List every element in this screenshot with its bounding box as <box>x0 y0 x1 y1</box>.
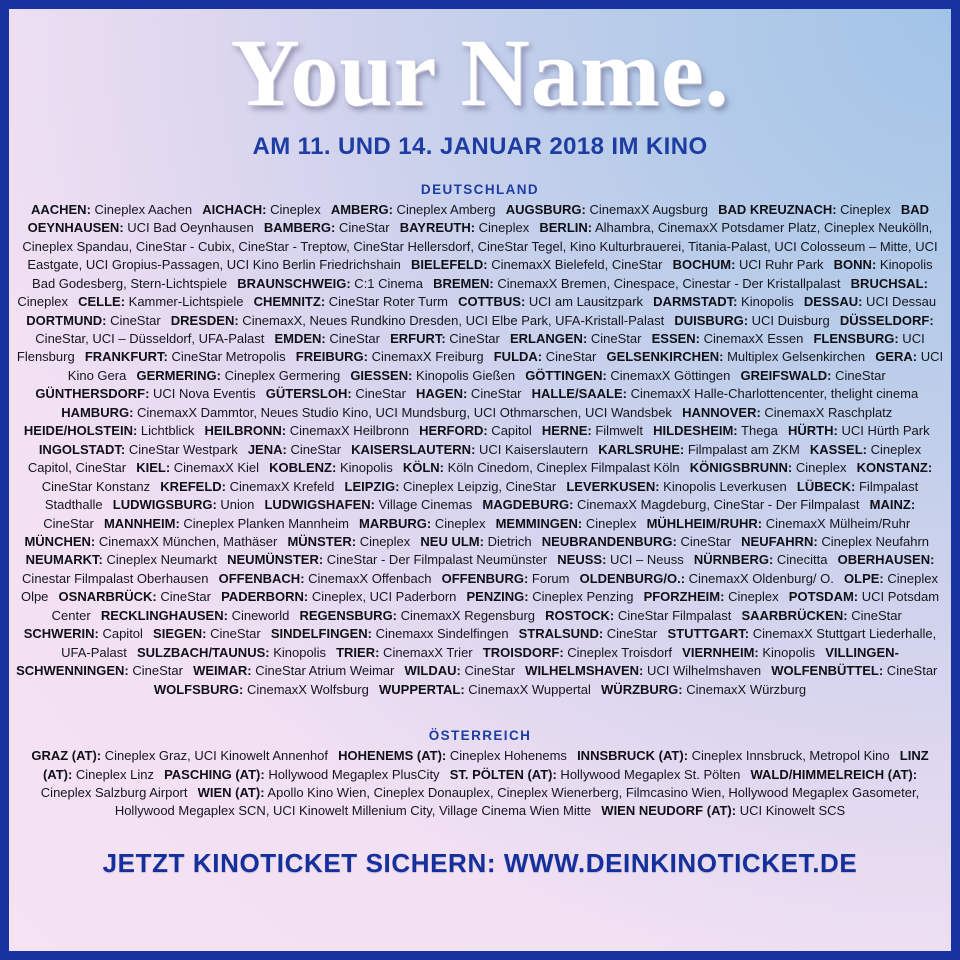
cinema-entry: AACHEN: Cineplex Aachen <box>30 201 193 217</box>
cinema-entry: BRAUNSCHWEIG: C:1 Cinema <box>237 275 423 291</box>
cinema-entry: HEIDE/HOLSTEIN: Lichtblick <box>23 423 195 439</box>
city-label: VIERNHEIM: <box>682 644 759 660</box>
cinema-entry: RECKLINGHAUSEN: Cineworld <box>100 607 290 623</box>
city-label: EMDEN: <box>274 331 326 346</box>
cinema-entry: INGOLSTADT: CineStar Westpark <box>38 441 238 457</box>
city-label: DÜSSELDORF: <box>839 312 934 328</box>
cinema-entry: LINZ (AT): Cineplex Linz <box>42 748 929 782</box>
city-label: DARMSTADT: <box>653 294 738 310</box>
city-label: LUDWIGSBURG: <box>112 497 217 513</box>
city-label: MÜNSTER: <box>287 533 357 549</box>
city-label: AMBERG: <box>330 201 393 217</box>
cinema-entry: NEUMARKT: Cineplex Neumarkt <box>25 552 217 568</box>
cinema-entry: GERA: UCI Kino Gera <box>67 349 944 383</box>
city-label: KIEL: <box>136 460 171 476</box>
cinema-entry: DRESDEN: CinemaxX, Neues Rundkino Dresden, UCI Elbe Park, UFA-Kristall-Palast <box>170 312 665 328</box>
city-label: SCHWERIN: <box>23 626 99 642</box>
city-label: SIEGEN: <box>153 626 207 642</box>
cinema-entry: MARBURG: Cineplex <box>359 515 486 531</box>
city-label: SAARBRÜCKEN: <box>741 607 848 623</box>
cinema-entry: INNSBRUCK (AT): Cineplex Innsbruck, Metropol Kino <box>577 748 890 764</box>
cinema-entry: SULZBACH/TAUNUS: Kinopolis <box>136 644 326 660</box>
cinema-entry: MEMMINGEN: Cineplex <box>495 515 637 531</box>
city-label: ST. PÖLTEN (AT): <box>449 766 557 782</box>
cinema-entry: KONSTANZ: CineStar Konstanz <box>41 460 933 494</box>
city-label: WOLFENBÜTTEL: <box>771 663 884 679</box>
cinema-entry: JENA: CineStar <box>247 441 342 457</box>
cinema-entry: ST. PÖLTEN (AT): Hollywood Megaplex St. Pölten <box>449 766 741 782</box>
city-label: GIESSEN: <box>350 367 413 383</box>
city-label: BOCHUM: <box>672 257 736 273</box>
city-label: GÜNTHERSDORF: <box>35 386 150 402</box>
city-label: NEU ULM: <box>420 533 484 549</box>
city-label: BERLIN: <box>539 220 593 236</box>
cinema-entry: KIEL: CinemaxX Kiel <box>136 460 260 476</box>
city-label: KOBLENZ: <box>269 460 337 476</box>
city-label: OFFENBURG: <box>441 570 529 586</box>
city-label: INGOLSTADT: <box>38 441 126 457</box>
cinema-entry: HEILBRONN: CinemaxX Heilbronn <box>204 423 409 439</box>
city-label: DUISBURG: <box>674 312 749 328</box>
city-label: HEILBRONN: <box>204 423 287 439</box>
city-label: HERFORD: <box>419 423 488 439</box>
city-label: KÖLN: <box>402 460 445 476</box>
cinema-entry: TROISDORF: Cineplex Troisdorf <box>482 644 673 660</box>
city-label: BAYREUTH: <box>399 220 476 236</box>
city-label: PENZING: <box>466 589 529 605</box>
city-label: GELSENKIRCHEN: <box>606 349 724 365</box>
city-label: AUGSBURG: <box>505 201 586 217</box>
cinema-entry: WIEN NEUDORF (AT): UCI Kinowelt SCS <box>601 803 846 819</box>
cinema-entry: NEUBRANDENBURG: CineStar <box>541 533 732 549</box>
cinema-entry: REGENSBURG: CinemaxX Regensburg <box>299 607 536 623</box>
city-label: CELLE: <box>78 294 126 310</box>
city-label: KAISERSLAUTERN: <box>351 441 476 457</box>
cinema-entry: OBERHAUSEN: Cinestar Filmpalast Oberhausen <box>22 552 935 586</box>
city-label: KARLSRUHE: <box>598 441 685 457</box>
cinema-entry: BERLIN: Alhambra, CinemaxX Potsdamer Platz, Cineplex Neukölln, Cineplex Spandau, CineStar - Cubix, CineStar - Treptow, CineStar Hellersdorf, CineStar Tegel, Kino Kulturbrauerei, Titania-Palast, UCI Colosseum – Mitte, UCI Eastgate, UCI Gropius-Passagen, UCI Kino Berlin Friedrichshain <box>22 220 938 273</box>
cinema-entry: SAARBRÜCKEN: CineStar <box>741 607 902 623</box>
cinema-entry: MAINZ: CineStar <box>43 497 916 531</box>
cinema-entry: HANNOVER: CinemaxX Raschplatz <box>682 404 893 420</box>
cinema-entry: BAD KREUZNACH: Cineplex <box>718 201 891 217</box>
city-label: WILDAU: <box>404 663 461 679</box>
cinema-entry: HOHENEMS (AT): Cineplex Hohenems <box>338 748 567 764</box>
city-label: PADERBORN: <box>221 589 309 605</box>
cinema-entry: TRIER: CinemaxX Trier <box>336 644 473 660</box>
city-label: WIEN (AT): <box>197 784 265 800</box>
city-label: MAGDEBURG: <box>482 497 574 513</box>
city-label: OLDENBURG/O.: <box>579 570 686 586</box>
cinema-entry: HERFORD: Capitol <box>419 423 532 439</box>
city-label: HOHENEMS (AT): <box>338 748 447 764</box>
cinema-entry: HAMBURG: CinemaxX Dammtor, Neues Studio Kino, UCI Mundsburg, UCI Othmarschen, UCI Wandsbek <box>61 404 672 420</box>
section-heading-oesterreich: ÖSTERREICH <box>428 728 532 744</box>
cinema-entry: MÜNCHEN: CinemaxX München, Mathäser <box>24 533 278 549</box>
city-label: RECKLINGHAUSEN: <box>100 607 228 623</box>
cinema-entry: MANNHEIM: Cineplex Planken Mannheim <box>103 515 349 531</box>
cinema-entry: WUPPERTAL: CinemaxX Wuppertal <box>378 681 591 697</box>
city-label: NEUBRANDENBURG: <box>541 533 677 549</box>
city-label: OLPE: <box>844 570 884 586</box>
cinema-entry: ERLANGEN: CineStar <box>510 331 642 346</box>
city-label: BREMEN: <box>433 275 494 291</box>
city-label: GÜTERSLOH: <box>265 386 352 402</box>
city-label: PFORZHEIM: <box>643 589 725 605</box>
cinema-entry: HAGEN: CineStar <box>416 386 522 402</box>
city-label: BIELEFELD: <box>411 257 488 273</box>
cinema-entry: SCHWERIN: Capitol <box>23 626 143 642</box>
cinema-entry: GREIFSWALD: CineStar <box>740 367 886 383</box>
city-label: GÖTTINGEN: <box>525 367 607 383</box>
city-label: LEIPZIG: <box>344 478 400 494</box>
city-label: BAMBERG: <box>263 220 336 236</box>
cinema-entry: PFORZHEIM: Cineplex <box>643 589 779 605</box>
cinema-entry: KÖLN: Köln Cinedom, Cineplex Filmpalast Köln <box>402 460 680 476</box>
ticket-website-banner: JETZT KINOTICKET SICHERN: WWW.DEINKINOTICKET.DE <box>102 847 858 878</box>
city-label: REGENSBURG: <box>299 607 398 623</box>
city-label: VILLINGEN-SCHWENNINGEN: <box>16 644 899 679</box>
cinema-entry: PASCHING (AT): Hollywood Megaplex PlusCity <box>164 766 440 782</box>
city-label: STRALSUND: <box>518 626 604 642</box>
city-label: WÜRZBURG: <box>601 681 683 697</box>
cinema-entry: NEU ULM: Dietrich <box>420 533 532 549</box>
cinema-entry: STUTTGART: CinemaxX Stuttgart Liederhalle, UFA-Palast <box>61 626 937 660</box>
city-label: HALLE/SAALE: <box>531 386 627 402</box>
cinema-entry: MAGDEBURG: CinemaxX Magdeburg, CineStar - Der Filmpalast <box>482 497 860 513</box>
cinema-entry: NÜRNBERG: Cinecitta <box>693 552 828 568</box>
city-label: FREIBURG: <box>295 349 368 365</box>
city-label: BAD KREUZNACH: <box>718 201 837 217</box>
city-label: LÜBECK: <box>796 478 856 494</box>
city-label: WALD/HIMMELREICH (AT): <box>750 766 918 782</box>
city-label: WEIMAR: <box>193 663 252 679</box>
cinema-entry: CELLE: Kammer-Lichtspiele <box>78 294 244 310</box>
cinema-entry: GRAZ (AT): Cineplex Graz, UCI Kinowelt Annenhof <box>31 748 329 764</box>
cinema-entry: GÜNTHERSDORF: UCI Nova Eventis <box>35 386 256 402</box>
cinema-entry: GIESSEN: Kinopolis Gießen <box>350 367 516 383</box>
city-label: ERFURT: <box>390 331 446 346</box>
city-label: BRUCHSAL: <box>850 275 928 291</box>
movie-title: Your Name. <box>230 19 730 126</box>
cinema-entry: OFFENBACH: CinemaxX Offenbach <box>218 570 432 586</box>
city-label: HAMBURG: <box>61 404 134 420</box>
cinema-entry: SIEGEN: CineStar <box>153 626 261 642</box>
cinema-entry: NEUMÜNSTER: CineStar - Der Filmpalast Neumünster <box>227 552 548 568</box>
city-label: LUDWIGSHAFEN: <box>264 497 375 513</box>
cinema-entry: BAYREUTH: Cineplex <box>399 220 530 236</box>
cinema-entry: KOBLENZ: Kinopolis <box>269 460 393 476</box>
city-label: CHEMNITZ: <box>253 294 326 310</box>
cinema-entry: FLENSBURG: UCI Flensburg <box>16 331 925 365</box>
cinema-entry: ROSTOCK: CineStar Filmpalast <box>545 607 732 623</box>
city-label: NEUMARKT: <box>25 552 103 568</box>
city-label: HÜRTH: <box>788 423 838 439</box>
cinema-entry: LÜBECK: Filmpalast Stadthalle <box>44 478 919 513</box>
cinema-entry: PADERBORN: Cineplex, UCI Paderborn <box>221 589 457 605</box>
city-label: FULDA: <box>493 349 543 365</box>
cinema-entry: EMDEN: CineStar <box>274 331 380 346</box>
city-label: ESSEN: <box>651 331 701 346</box>
city-label: TROISDORF: <box>482 644 564 660</box>
city-label: HAGEN: <box>416 386 468 402</box>
city-label: FLENSBURG: <box>813 331 899 346</box>
city-label: KÖNIGSBRUNN: <box>689 460 793 476</box>
cinema-entry: BOCHUM: UCI Ruhr Park <box>672 257 824 273</box>
city-label: NÜRNBERG: <box>693 552 774 568</box>
city-label: OBERHAUSEN: <box>837 552 935 568</box>
city-label: GRAZ (AT): <box>31 748 102 764</box>
cinema-entry: HILDESHEIM: Thega <box>653 423 778 439</box>
cinema-entry: VILLINGEN-SCHWENNINGEN: CineStar <box>16 644 899 679</box>
city-label: COTTBUS: <box>458 294 526 310</box>
city-label: POTSDAM: <box>788 589 859 605</box>
city-label: OFFENBACH: <box>218 570 305 586</box>
cinema-entry: WEIMAR: CineStar Atrium Weimar <box>193 663 395 679</box>
city-label: SINDELFINGEN: <box>270 626 372 642</box>
cinema-entry: BREMEN: CinemaxX Bremen, Cinespace, Cinestar - Der Kristallpalast <box>433 275 841 291</box>
cinema-entry: OLPE: Cineplex Olpe <box>20 570 938 605</box>
cinema-entry: CHEMNITZ: CineStar Roter Turm <box>253 294 448 310</box>
city-label: WIEN NEUDORF (AT): <box>601 803 737 819</box>
cinema-entry: AMBERG: Cineplex Amberg <box>330 201 496 217</box>
city-label: NEUSS: <box>557 552 607 568</box>
cinema-entry: KASSEL: Cineplex Capitol, CineStar <box>27 441 922 476</box>
cinema-entry: SINDELFINGEN: Cinemaxx Sindelfingen <box>270 626 509 642</box>
city-label: WUPPERTAL: <box>378 681 465 697</box>
cinema-entry: DORTMUND: CineStar <box>26 312 161 328</box>
cinema-entry: WALD/HIMMELREICH (AT): Cineplex Salzburg Airport <box>40 766 918 800</box>
cinema-entry: NEUSS: UCI – Neuss <box>557 552 684 568</box>
cinema-entry: WILDAU: CineStar <box>404 663 516 679</box>
city-label: HILDESHEIM: <box>653 423 738 439</box>
cinema-entry: WOLFSBURG: CinemaxX Wolfsburg <box>153 681 369 697</box>
city-label: KONSTANZ: <box>856 460 933 476</box>
city-label: SULZBACH/TAUNUS: <box>136 644 270 660</box>
cinema-entry: POTSDAM: UCI Potsdam Center <box>51 589 940 623</box>
city-label: FRANKFURT: <box>84 349 168 365</box>
cinema-listings-deutschland <box>16 201 944 699</box>
cinema-entry: PENZING: Cineplex Penzing <box>466 589 634 605</box>
cinema-entry: KÖNIGSBRUNN: Cineplex <box>689 460 847 476</box>
city-label: INNSBRUCK (AT): <box>577 748 689 764</box>
city-label: ROSTOCK: <box>545 607 615 623</box>
cinema-entry: BRUCHSAL: Cineplex <box>17 275 928 310</box>
city-label: BRAUNSCHWEIG: <box>237 275 351 291</box>
city-label: MÜHLHEIM/RUHR: <box>646 515 763 531</box>
city-label: NEUMÜNSTER: <box>227 552 324 568</box>
city-label: DRESDEN: <box>170 312 239 328</box>
city-label: AICHACH: <box>202 201 267 217</box>
cinema-entry: COTTBUS: UCI am Lausitzpark <box>458 294 644 310</box>
cinema-entry: LUDWIGSBURG: Union <box>112 497 255 513</box>
cinema-entry: MÜHLHEIM/RUHR: CinemaxX Mülheim/Ruhr <box>646 515 911 531</box>
cinema-entry: GÜTERSLOH: CineStar <box>265 386 406 402</box>
city-label: MAINZ: <box>869 497 916 513</box>
cinema-entry: OSNARBRÜCK: CineStar <box>58 589 211 605</box>
cinema-entry: OLDENBURG/O.: CinemaxX Oldenburg/ O. <box>579 570 834 586</box>
city-label: WOLFSBURG: <box>153 681 244 697</box>
cinema-entry: KREFELD: CinemaxX Krefeld <box>160 478 335 494</box>
city-label: GERMERING: <box>136 367 221 383</box>
city-label: KASSEL: <box>809 441 867 457</box>
city-label: TRIER: <box>336 644 380 660</box>
cinema-entry: AUGSBURG: CinemaxX Augsburg <box>505 201 708 217</box>
cinema-entry: VIERNHEIM: Kinopolis <box>682 644 816 660</box>
cinema-entry: HERNE: Filmwelt <box>541 423 644 439</box>
city-label: OSNARBRÜCK: <box>58 589 157 605</box>
city-label: MEMMINGEN: <box>495 515 583 531</box>
city-label: PASCHING (AT): <box>164 766 265 782</box>
cinema-entry: LEIPZIG: Cineplex Leipzig, CineStar <box>344 478 557 494</box>
cinema-entry: ERFURT: CineStar <box>390 331 500 346</box>
cinema-entry: BAMBERG: CineStar <box>263 220 390 236</box>
cinema-entry: MÜNSTER: Cineplex <box>287 533 411 549</box>
city-label: STUTTGART: <box>667 626 750 642</box>
cinema-entry: BIELEFELD: CinemaxX Bielefeld, CineStar <box>411 257 663 273</box>
cinema-entry: WILHELMSHAVEN: UCI Wilhelmshaven <box>525 663 762 679</box>
cinema-entry: ESSEN: CinemaxX Essen <box>651 331 804 346</box>
city-label: DORTMUND: <box>26 312 107 328</box>
city-label: HEIDE/HOLSTEIN: <box>23 423 138 439</box>
cinema-entry: LEVERKUSEN: Kinopolis Leverkusen <box>566 478 787 494</box>
city-label: JENA: <box>247 441 287 457</box>
cinema-entry: GERMERING: Cineplex Germering <box>136 367 341 383</box>
cinema-entry: BONN: Kinopolis Bad Godesberg, Stern-Lichtspiele <box>32 257 933 291</box>
cinema-entry: FRANKFURT: CineStar Metropolis <box>84 349 286 365</box>
cinema-entry: KAISERSLAUTERN: UCI Kaiserslautern <box>351 441 589 457</box>
cinema-entry: GELSENKIRCHEN: Multiplex Gelsenkirchen <box>606 349 866 365</box>
city-label: ERLANGEN: <box>510 331 588 346</box>
cinema-entry: STRALSUND: CineStar <box>518 626 658 642</box>
cinema-entry: NEUFAHRN: Cineplex Neufahrn <box>741 533 930 549</box>
city-label: LINZ (AT): <box>42 748 929 782</box>
city-label: MANNHEIM: <box>103 515 180 531</box>
cinema-listings-oesterreich <box>16 747 944 821</box>
city-label: AACHEN: <box>30 201 91 217</box>
city-label: WILHELMSHAVEN: <box>525 663 644 679</box>
cinema-entry: DESSAU: UCI Dessau <box>803 294 937 310</box>
cinema-entry: KARLSRUHE: Filmpalast am ZKM <box>598 441 800 457</box>
cinema-entry: HÜRTH: UCI Hürth Park <box>788 423 930 439</box>
cinema-entry: BAD OEYNHAUSEN: UCI Bad Oeynhausen <box>27 201 930 236</box>
cinema-entry: DARMSTADT: Kinopolis <box>653 294 794 310</box>
cinema-entry: DUISBURG: UCI Duisburg <box>674 312 830 328</box>
city-label: BONN: <box>833 257 877 273</box>
city-label: MÜNCHEN: <box>24 533 96 549</box>
cinema-entry: HALLE/SAALE: CinemaxX Halle-Charlottencenter, thelight cinema <box>531 386 919 402</box>
city-label: BAD OEYNHAUSEN: <box>27 201 930 236</box>
city-label: HERNE: <box>541 423 592 439</box>
cinema-entry: AICHACH: Cineplex <box>202 201 321 217</box>
city-label: DESSAU: <box>803 294 863 310</box>
cinema-entry: DÜSSELDORF: CineStar, UCI – Düsseldorf, UFA-Palast <box>35 312 934 346</box>
city-label: GREIFSWALD: <box>740 367 832 383</box>
cinema-entry: WÜRZBURG: CinemaxX Würzburg <box>601 681 807 697</box>
city-label: KREFELD: <box>160 478 227 494</box>
cinema-entry: OFFENBURG: Forum <box>441 570 570 586</box>
release-date-subtitle: AM 11. UND 14. JANUAR 2018 IM KINO <box>252 132 708 160</box>
city-label: NEUFAHRN: <box>741 533 818 549</box>
cinema-entry: GÖTTINGEN: CinemaxX Göttingen <box>525 367 731 383</box>
cinema-entry: LUDWIGSHAFEN: Village Cinemas <box>264 497 473 513</box>
city-label: GERA: <box>875 349 918 365</box>
section-heading-deutschland: DEUTSCHLAND <box>420 181 540 197</box>
cinema-entry: WIEN (AT): Apollo Kino Wien, Cineplex Donauplex, Cineplex Wienerberg, Filmcasino Wien, Hollywood Megaplex Gasometer, Hollywood Megaplex SCN, UCI Kinowelt Millenium City, Village Cinema Wien Mitte <box>114 784 920 819</box>
cinema-entry: WOLFENBÜTTEL: CineStar <box>771 663 938 679</box>
city-label: LEVERKUSEN: <box>566 478 660 494</box>
cinema-entry: FREIBURG: CinemaxX Freiburg <box>295 349 484 365</box>
city-label: HANNOVER: <box>682 404 761 420</box>
city-label: MARBURG: <box>359 515 432 531</box>
cinema-entry: FULDA: CineStar <box>493 349 597 365</box>
